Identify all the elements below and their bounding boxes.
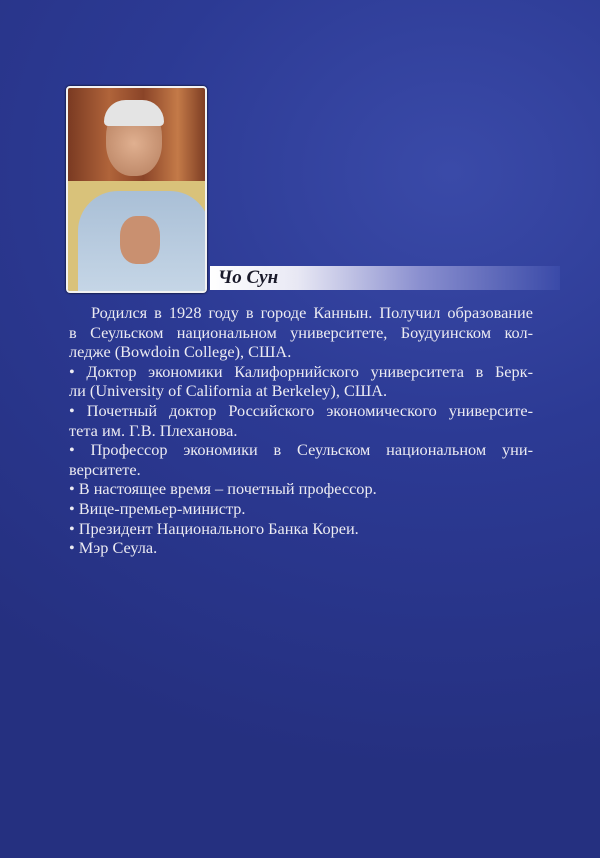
author-photo: [66, 86, 207, 293]
bio-line: Родился в 1928 году в городе Каннын. Получил образование: [91, 303, 533, 322]
bio-line: • Вице-премьер-министр.: [69, 498, 246, 518]
author-name: Чо Сун: [218, 267, 279, 288]
bio-line: • Президент Национального Банка Кореи.: [69, 518, 359, 538]
photo-hand: [120, 216, 160, 264]
bio-line: верситете.: [69, 459, 141, 479]
author-bio: [69, 303, 533, 558]
bio-line: • В настоящее время – почетный профессор.: [69, 479, 377, 499]
bio-line: • Профессор экономики в Сеульском национальном уни-: [69, 440, 533, 460]
bio-line: в Сеульском национальном университете, Боудуинском кол-: [69, 322, 533, 342]
bio-line: тета им. Г.В. Плеханова.: [69, 420, 238, 440]
photo-hair: [104, 100, 164, 126]
bio-line: ледже (Bowdoin College), США.: [69, 342, 292, 362]
bio-line: ли (University of California at Berkeley), США.: [69, 381, 388, 401]
bio-line: • Почетный доктор Российского экономического университе-: [69, 400, 533, 420]
bio-line: • Доктор экономики Калифорнийского университета в Берк-: [69, 361, 533, 381]
bio-line: • Мэр Сеула.: [69, 538, 158, 558]
author-name-banner: [210, 266, 560, 290]
